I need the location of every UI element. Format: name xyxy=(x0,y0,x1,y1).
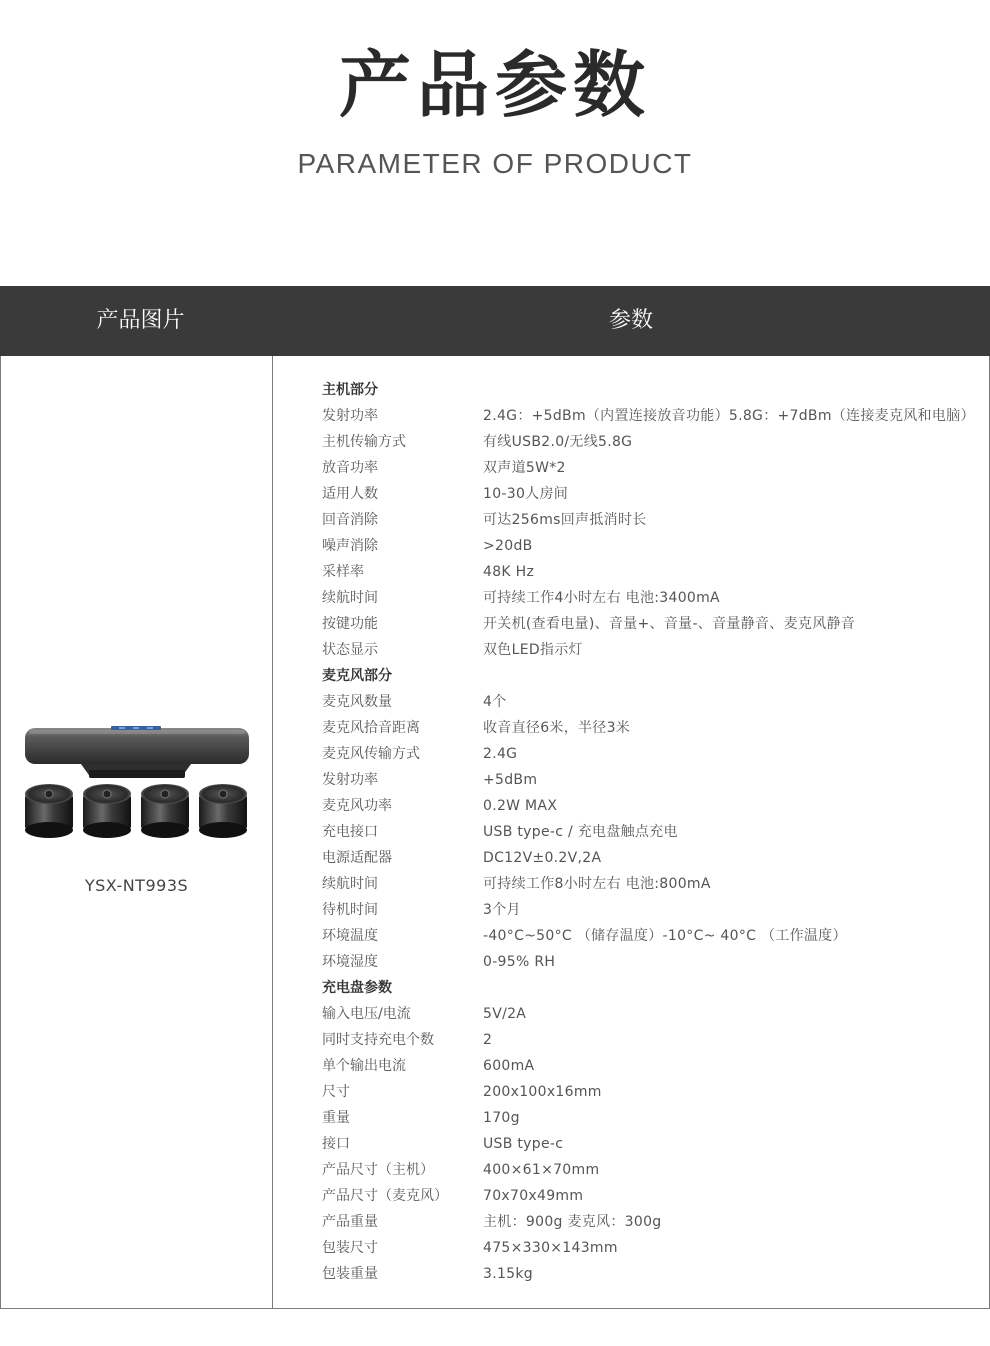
parameter-name: 同时支持充电个数 xyxy=(322,1032,434,1048)
table-header xyxy=(0,286,990,356)
parameter-name: 麦克风传输方式 xyxy=(322,746,420,762)
section-heading xyxy=(322,377,982,403)
parameter-value: DC12V±0.2V,2A xyxy=(483,850,602,866)
parameter-value: 0-95% RH xyxy=(483,954,556,970)
parameter-row xyxy=(322,871,982,897)
parameter-value: 有线USB2.0/无线5.8G xyxy=(483,434,633,450)
parameter-name: 发射功率 xyxy=(322,408,378,424)
parameter-name: 续航时间 xyxy=(322,876,378,892)
section-title: 麦克风部分 xyxy=(322,668,392,684)
parameter-value: 48K Hz xyxy=(483,564,535,580)
parameter-name: 尺寸 xyxy=(322,1084,350,1100)
parameter-name: 发射功率 xyxy=(322,772,378,788)
parameter-name: 产品尺寸（麦克风） xyxy=(322,1188,448,1204)
parameter-value: 3.15kg xyxy=(483,1266,533,1282)
parameter-name: 包装尺寸 xyxy=(322,1240,378,1256)
parameter-row xyxy=(322,533,982,559)
parameter-value: 开关机(查看电量)、音量+、音量-、音量静音、麦克风静音 xyxy=(483,616,856,632)
parameter-row xyxy=(322,429,982,455)
parameter-value: 可持续工作8小时左右 电池:800mA xyxy=(483,876,711,892)
parameter-name: 充电接口 xyxy=(322,824,378,840)
parameter-name: 噪声消除 xyxy=(322,538,378,554)
parameter-name: 适用人数 xyxy=(322,486,378,502)
parameter-row xyxy=(322,1105,982,1131)
parameter-row xyxy=(322,897,982,923)
parameter-value: 170g xyxy=(483,1110,520,1126)
parameter-row xyxy=(322,1131,982,1157)
parameter-name: 单个输出电流 xyxy=(322,1058,406,1074)
parameter-name: 按键功能 xyxy=(322,616,378,632)
parameter-value: 2.4G xyxy=(483,746,518,762)
parameter-value: 0.2W MAX xyxy=(483,798,558,814)
parameter-row xyxy=(322,1001,982,1027)
parameter-value: 5V/2A xyxy=(483,1006,527,1022)
parameter-value: 475×330×143mm xyxy=(483,1240,618,1256)
parameter-name: 重量 xyxy=(322,1110,350,1126)
parameter-value: 600mA xyxy=(483,1058,535,1074)
parameter-value: 2.4G：+5dBm（内置连接放音功能）5.8G：+7dBm（连接麦克风和电脑） xyxy=(483,408,975,424)
section-heading xyxy=(322,975,982,1001)
parameter-row xyxy=(322,481,982,507)
parameter-name: 麦克风功率 xyxy=(322,798,392,814)
parameter-value: 可持续工作4小时左右 电池:3400mA xyxy=(483,590,720,606)
parameter-value: 200x100x16mm xyxy=(483,1084,602,1100)
section-title: 充电盘参数 xyxy=(322,980,392,996)
parameter-row xyxy=(322,403,982,429)
column-header-params: 参数 xyxy=(608,308,653,333)
product-model: YSX-NT993S xyxy=(84,876,189,895)
parameter-table xyxy=(0,286,990,1310)
parameter-row xyxy=(322,1079,982,1105)
parameter-name: 续航时间 xyxy=(322,590,378,606)
parameter-row xyxy=(322,793,982,819)
column-divider xyxy=(272,356,273,1308)
parameter-value: 双色LED指示灯 xyxy=(483,642,583,658)
table-body xyxy=(0,356,990,1309)
parameter-row xyxy=(322,585,982,611)
parameter-value: 400×61×70mm xyxy=(483,1162,600,1178)
parameter-name: 接口 xyxy=(322,1136,350,1152)
parameter-name: 麦克风数量 xyxy=(322,694,392,710)
parameter-name: 环境湿度 xyxy=(322,954,378,970)
section-heading xyxy=(322,663,982,689)
parameter-value: 主机：900g 麦克风：300g xyxy=(483,1214,662,1230)
parameter-name: 产品尺寸（主机） xyxy=(322,1162,434,1178)
parameter-value: 4个 xyxy=(483,694,507,710)
parameter-value: 10-30人房间 xyxy=(483,486,569,502)
page-title: 产品参数 xyxy=(338,43,651,127)
parameter-row xyxy=(322,611,982,637)
parameter-value: USB type-c / 充电盘触点充电 xyxy=(483,824,678,840)
parameter-name: 电源适配器 xyxy=(322,850,392,866)
parameter-list xyxy=(322,377,982,1287)
parameter-name: 麦克风拾音距离 xyxy=(322,720,420,736)
parameter-row xyxy=(322,767,982,793)
parameter-value: 双声道5W*2 xyxy=(483,460,566,476)
parameter-row xyxy=(322,1235,982,1261)
parameter-value: >20dB xyxy=(483,538,533,554)
parameter-row xyxy=(322,559,982,585)
parameter-value: -40°C~50°C （储存温度）-10°C~ 40°C （工作温度） xyxy=(483,928,847,944)
parameter-name: 状态显示 xyxy=(322,642,378,658)
parameter-name: 产品重量 xyxy=(322,1214,378,1230)
parameter-row xyxy=(322,715,982,741)
parameter-value: 2 xyxy=(483,1032,493,1048)
parameter-row xyxy=(322,819,982,845)
parameter-value: USB type-c xyxy=(483,1136,564,1152)
parameter-name: 包装重量 xyxy=(322,1266,378,1282)
parameter-value: 70x70x49mm xyxy=(483,1188,584,1204)
parameter-row xyxy=(322,1027,982,1053)
parameter-name: 环境温度 xyxy=(322,928,378,944)
parameter-row xyxy=(322,1209,982,1235)
parameter-row xyxy=(322,845,982,871)
parameter-name: 输入电压/电流 xyxy=(322,1006,411,1022)
section-title: 主机部分 xyxy=(322,382,378,398)
parameter-row xyxy=(322,507,982,533)
parameter-value: 收音直径6米，半径3米 xyxy=(483,720,631,736)
parameter-row xyxy=(322,923,982,949)
parameter-name: 主机传输方式 xyxy=(322,434,406,450)
parameter-value: +5dBm xyxy=(483,772,538,788)
parameter-row xyxy=(322,689,982,715)
parameter-row xyxy=(322,1261,982,1287)
parameter-row xyxy=(322,1157,982,1183)
parameter-name: 放音功率 xyxy=(322,460,378,476)
page-subtitle: PARAMETER OF PRODUCT xyxy=(297,148,693,179)
product-image xyxy=(21,726,253,846)
parameter-row xyxy=(322,949,982,975)
parameter-row xyxy=(322,741,982,767)
parameter-value: 3个月 xyxy=(483,902,521,918)
parameter-name: 回音消除 xyxy=(322,512,378,528)
column-header-image: 产品图片 xyxy=(96,308,185,333)
parameter-value: 可达256ms回声抵消时长 xyxy=(483,512,647,528)
parameter-name: 采样率 xyxy=(322,564,364,580)
parameter-row xyxy=(322,455,982,481)
parameter-row xyxy=(322,1183,982,1209)
parameter-row xyxy=(322,637,982,663)
parameter-name: 待机时间 xyxy=(322,902,378,918)
parameter-row xyxy=(322,1053,982,1079)
